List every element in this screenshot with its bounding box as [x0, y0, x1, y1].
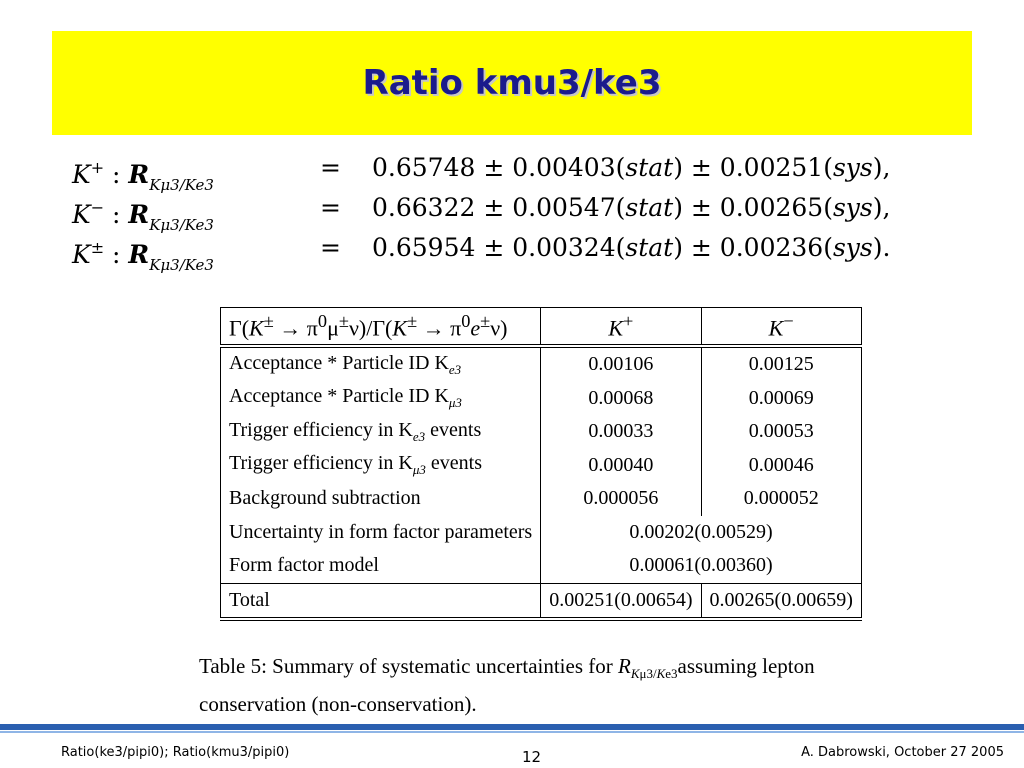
table-row: Form factor model 0.00061(0.00360)	[221, 549, 862, 583]
footer-divider-accent	[0, 731, 1024, 733]
title-banner	[52, 31, 972, 135]
table-caption: Table 5: Summary of systematic uncertainties for $R_{K\mu 3/Ke3}assuming$ lepton conservation (non-conservation).	[199, 654, 815, 717]
table-header-row	[221, 308, 862, 347]
table-row: Acceptance * Particle ID $K_{e3}$ 0.00106 0.00125	[221, 346, 862, 382]
table-row: Trigger efficiency in $K_{\mu 3}$ events 0.00040 0.00046	[221, 449, 862, 483]
page-number: 12	[522, 748, 542, 766]
systematics-table	[220, 307, 853, 621]
equation-k-plus: K+ : $R_{K\mu 3/Ke3}$ = 0.65748 ± 0.00403(stat) ± 0.00251(sys),	[72, 153, 891, 194]
table-row: Uncertainty in form factor parameters 0.00202(0.00529)	[221, 516, 862, 550]
header-k-plus: K+	[541, 308, 701, 347]
footer-divider	[0, 724, 1024, 730]
table-row: Trigger efficiency in $K_{e3}$ events 0.00033 0.00053	[221, 415, 862, 449]
ratio-equations	[72, 148, 972, 274]
equation-k-minus: K− : $R_{K\mu 3/Ke3}$ = 0.66322 ± 0.00547(stat) ± 0.00265(sys),	[72, 193, 891, 234]
slide-title: Ratio kmu3/ke3	[362, 63, 662, 103]
table-total-row: Total 0.00251(0.00654) 0.00265(0.00659)	[221, 583, 862, 619]
table-row: Background subtraction 0.000056 0.000052	[221, 482, 862, 516]
footer-talk-title: Ratio(ke3/pipi0); Ratio(kmu3/pipi0)	[61, 745, 290, 760]
header-k-minus: K−	[701, 308, 861, 347]
table-row: Acceptance * Particle ID $K_{\mu 3}$ 0.00068 0.00069	[221, 382, 862, 416]
header-decay-ratio: $\Gamma(K^\pm \to \pi^0\mu^\pm\nu)/\Gamma(K^\pm \to \pi^0e^\pm\nu)$	[221, 308, 541, 347]
footer-author-date: A. Dabrowski, October 27 2005	[801, 745, 1004, 760]
equation-k-plusminus: K± : $R_{K\mu 3/Ke3}$ = 0.65954 ± 0.00324(stat) ± 0.00236(sys).	[72, 233, 891, 274]
